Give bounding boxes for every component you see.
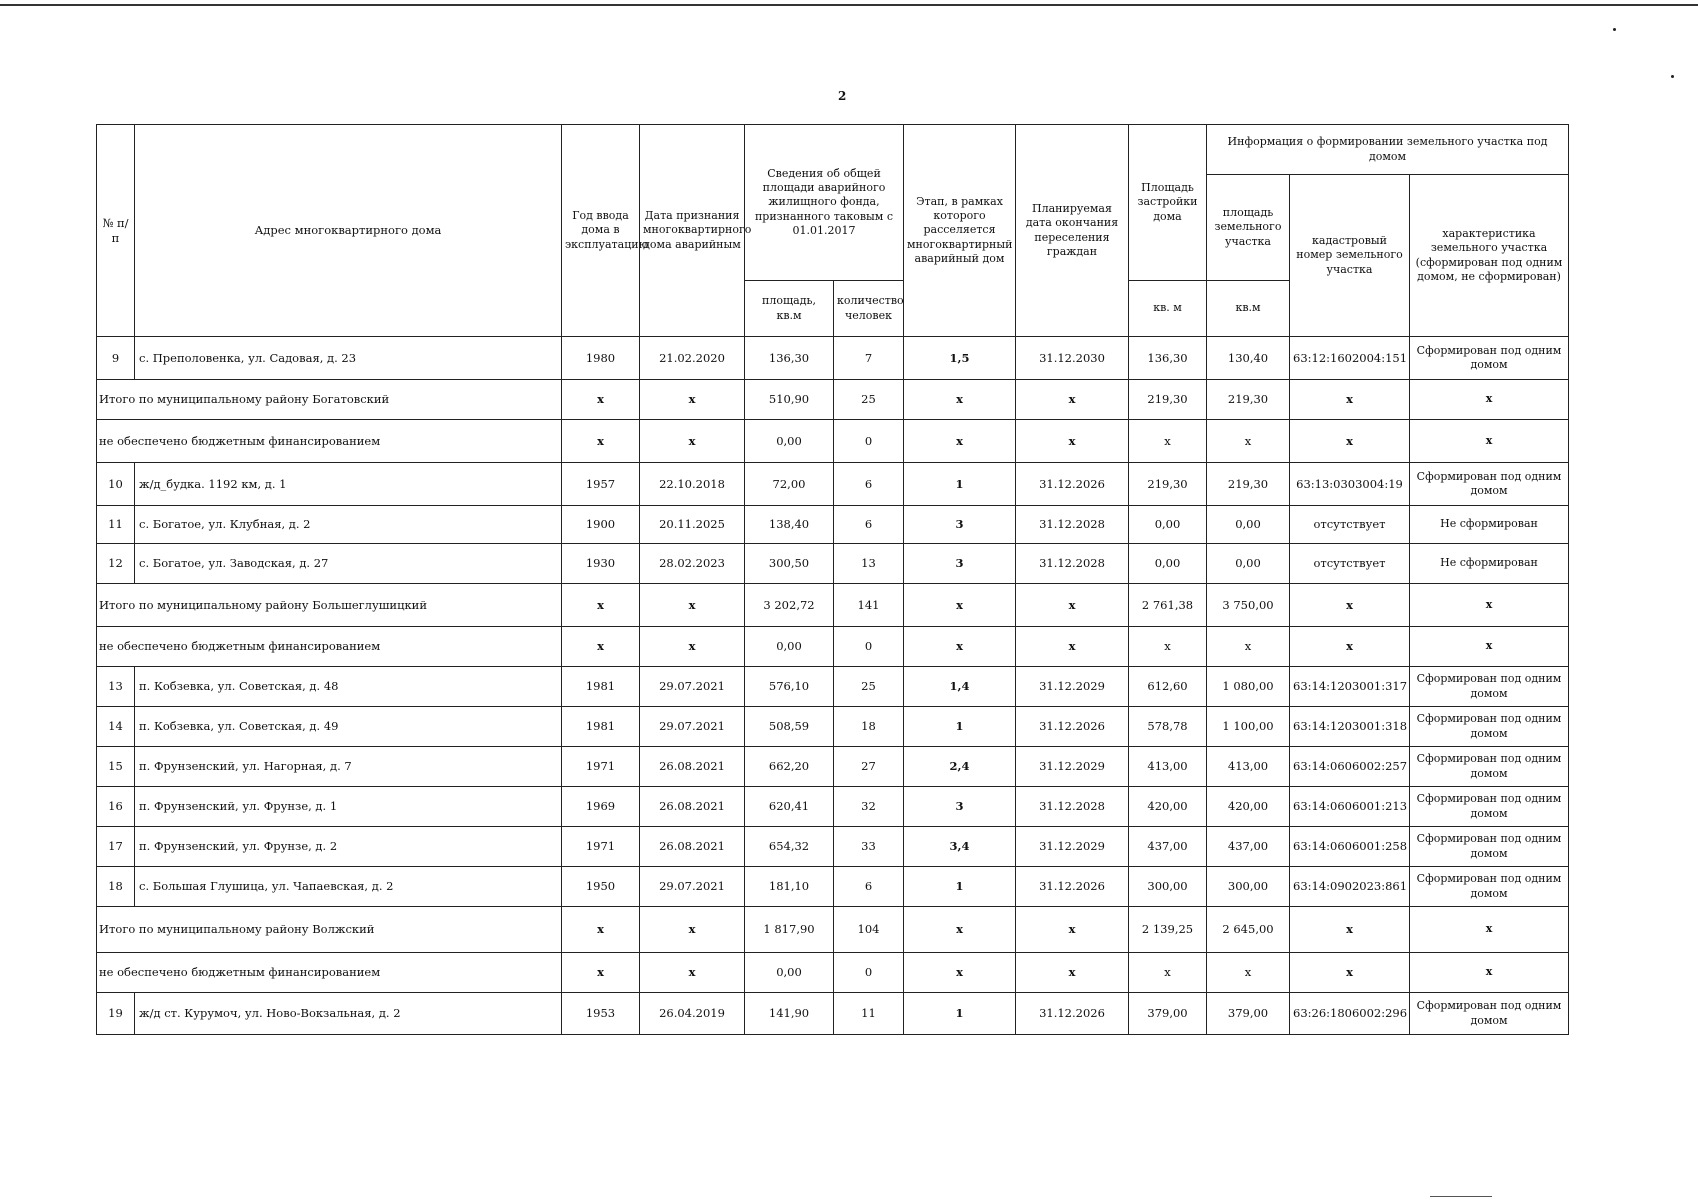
year-cell: 1900 xyxy=(562,506,640,544)
year-cell: 1930 xyxy=(562,544,640,584)
planned-date-cell: 31.12.2026 xyxy=(1016,707,1129,747)
building-area-cell: 0,00 xyxy=(1129,506,1207,544)
status-cell: x xyxy=(1410,953,1569,993)
land-area-cell: 130,40 xyxy=(1207,337,1290,380)
status-cell: Сформирован под одним домом xyxy=(1410,867,1569,907)
land-area-cell: 2 645,00 xyxy=(1207,907,1290,953)
cadastral-cell: x xyxy=(1290,380,1410,420)
building-area-cell: x xyxy=(1129,420,1207,463)
building-area-cell: 413,00 xyxy=(1129,747,1207,787)
planned-date-cell: 31.12.2026 xyxy=(1016,993,1129,1035)
header-people-sub: количество человек xyxy=(834,281,904,337)
cadastral-cell: отсутствует xyxy=(1290,506,1410,544)
date-cell: 28.02.2023 xyxy=(640,544,745,584)
cadastral-cell: 63:13:0303004:19 xyxy=(1290,463,1410,506)
top-border-line xyxy=(0,4,1698,6)
people-cell: 104 xyxy=(834,907,904,953)
date-cell: x xyxy=(640,420,745,463)
building-area-cell: 578,78 xyxy=(1129,707,1207,747)
year-cell: 1981 xyxy=(562,667,640,707)
status-cell: Сформирован под одним домом xyxy=(1410,747,1569,787)
area-cell: 0,00 xyxy=(745,953,834,993)
address-cell: п. Фрунзенский, ул. Нагорная, д. 7 xyxy=(135,747,562,787)
stage-cell: 1,4 xyxy=(904,667,1016,707)
status-cell: x xyxy=(1410,380,1569,420)
row-number: 19 xyxy=(97,993,135,1035)
cadastral-cell: отсутствует xyxy=(1290,544,1410,584)
date-cell: 29.07.2021 xyxy=(640,707,745,747)
summary-label: Итого по муниципальному району Большеглушицкий xyxy=(97,584,562,627)
table-row xyxy=(97,463,1569,506)
header-building-area: Площадь застройки дома xyxy=(1129,125,1207,281)
table-row xyxy=(97,506,1569,544)
stage-cell: x xyxy=(904,953,1016,993)
cadastral-cell: 63:14:0606002:257 xyxy=(1290,747,1410,787)
date-cell: x xyxy=(640,380,745,420)
date-cell: 26.04.2019 xyxy=(640,993,745,1035)
date-cell: 26.08.2021 xyxy=(640,787,745,827)
date-cell: x xyxy=(640,907,745,953)
building-area-cell: 437,00 xyxy=(1129,827,1207,867)
stage-cell: 3,4 xyxy=(904,827,1016,867)
header-area-info: Сведения об общей площади аварийного жилищного фонда, признанного таковым с 01.01.2017 xyxy=(745,125,904,281)
people-cell: 13 xyxy=(834,544,904,584)
stage-cell: 1 xyxy=(904,463,1016,506)
header-address: Адрес многоквартирного дома xyxy=(135,125,562,337)
people-cell: 11 xyxy=(834,993,904,1035)
planned-date-cell: x xyxy=(1016,380,1129,420)
date-cell: x xyxy=(640,953,745,993)
address-cell: с. Богатое, ул. Заводская, д. 27 xyxy=(135,544,562,584)
stage-cell: 1 xyxy=(904,993,1016,1035)
area-cell: 576,10 xyxy=(745,667,834,707)
year-cell: 1981 xyxy=(562,707,640,747)
area-cell: 0,00 xyxy=(745,420,834,463)
year-cell: 1971 xyxy=(562,747,640,787)
building-area-cell: 379,00 xyxy=(1129,993,1207,1035)
area-cell: 138,40 xyxy=(745,506,834,544)
table-row xyxy=(97,707,1569,747)
stage-cell: 3 xyxy=(904,544,1016,584)
address-cell: ж/д_будка. 1192 км, д. 1 xyxy=(135,463,562,506)
building-area-cell: 420,00 xyxy=(1129,787,1207,827)
people-cell: 6 xyxy=(834,463,904,506)
area-cell: 0,00 xyxy=(745,627,834,667)
summary-label: Итого по муниципальному району Богатовский xyxy=(97,380,562,420)
row-number: 17 xyxy=(97,827,135,867)
building-area-cell: x xyxy=(1129,627,1207,667)
building-area-cell: 219,30 xyxy=(1129,463,1207,506)
area-cell: 72,00 xyxy=(745,463,834,506)
land-area-cell: 1 100,00 xyxy=(1207,707,1290,747)
header-year: Год ввода дома в эксплуатацию xyxy=(562,125,640,337)
area-cell: 3 202,72 xyxy=(745,584,834,627)
planned-date-cell: 31.12.2028 xyxy=(1016,544,1129,584)
area-cell: 662,20 xyxy=(745,747,834,787)
header-num: № п/п xyxy=(97,125,135,337)
row-number: 18 xyxy=(97,867,135,907)
stage-cell: 1,5 xyxy=(904,337,1016,380)
date-cell: 26.08.2021 xyxy=(640,747,745,787)
land-area-cell: 3 750,00 xyxy=(1207,584,1290,627)
status-cell: x xyxy=(1410,907,1569,953)
year-cell: 1980 xyxy=(562,337,640,380)
header-recognition-date: Дата признания многоквартирного дома аварийным xyxy=(640,125,745,337)
summary-row xyxy=(97,627,1569,667)
date-cell: 29.07.2021 xyxy=(640,667,745,707)
building-area-cell: 300,00 xyxy=(1129,867,1207,907)
address-cell: п. Кобзевка, ул. Советская, д. 49 xyxy=(135,707,562,747)
table-row xyxy=(97,337,1569,380)
land-area-cell: 420,00 xyxy=(1207,787,1290,827)
land-area-cell: 0,00 xyxy=(1207,506,1290,544)
summary-row xyxy=(97,584,1569,627)
emergency-housing-table xyxy=(96,124,1569,1035)
summary-row xyxy=(97,380,1569,420)
planned-date-cell: 31.12.2029 xyxy=(1016,747,1129,787)
address-cell: п. Фрунзенский, ул. Фрунзе, д. 2 xyxy=(135,827,562,867)
cadastral-cell: 63:14:0606001:258 xyxy=(1290,827,1410,867)
row-number: 9 xyxy=(97,337,135,380)
header-characteristic: характеристика земельного участка (сформирован под одним домом, не сформирован) xyxy=(1410,175,1569,337)
date-cell: x xyxy=(640,584,745,627)
land-area-cell: 379,00 xyxy=(1207,993,1290,1035)
building-area-cell: 2 761,38 xyxy=(1129,584,1207,627)
summary-label: Итого по муниципальному району Волжский xyxy=(97,907,562,953)
cadastral-cell: x xyxy=(1290,420,1410,463)
address-cell: ж/д ст. Курумоч, ул. Ново-Вокзальная, д. 2 xyxy=(135,993,562,1035)
planned-date-cell: x xyxy=(1016,627,1129,667)
header-land-info: Информация о формировании земельного участка под домом xyxy=(1207,125,1569,175)
year-cell: 1969 xyxy=(562,787,640,827)
planned-date-cell: x xyxy=(1016,953,1129,993)
table-row xyxy=(97,787,1569,827)
header-planned-date: Планируемая дата окончания переселения граждан xyxy=(1016,125,1129,337)
row-number: 15 xyxy=(97,747,135,787)
summary-label: не обеспечено бюджетным финансированием xyxy=(97,953,562,993)
status-cell: Сформирован под одним домом xyxy=(1410,993,1569,1035)
stage-cell: 3 xyxy=(904,787,1016,827)
people-cell: 6 xyxy=(834,506,904,544)
land-area-cell: x xyxy=(1207,627,1290,667)
area-cell: 510,90 xyxy=(745,380,834,420)
table-row xyxy=(97,667,1569,707)
date-cell: x xyxy=(640,627,745,667)
building-area-cell: x xyxy=(1129,953,1207,993)
table-row xyxy=(97,747,1569,787)
row-number: 12 xyxy=(97,544,135,584)
header-area-sub: площадь, кв.м xyxy=(745,281,834,337)
stage-cell: 3 xyxy=(904,506,1016,544)
date-cell: 21.02.2020 xyxy=(640,337,745,380)
date-cell: 22.10.2018 xyxy=(640,463,745,506)
summary-label: не обеспечено бюджетным финансированием xyxy=(97,420,562,463)
date-cell: 20.11.2025 xyxy=(640,506,745,544)
table-row xyxy=(97,993,1569,1035)
cadastral-cell: 63:12:1602004:151 xyxy=(1290,337,1410,380)
planned-date-cell: 31.12.2026 xyxy=(1016,867,1129,907)
row-number: 11 xyxy=(97,506,135,544)
status-cell: x xyxy=(1410,420,1569,463)
land-area-cell: x xyxy=(1207,420,1290,463)
planned-date-cell: x xyxy=(1016,907,1129,953)
stage-cell: x xyxy=(904,907,1016,953)
table-row xyxy=(97,867,1569,907)
cadastral-cell: 63:14:1203001:317 xyxy=(1290,667,1410,707)
cadastral-cell: 63:14:0606001:213 xyxy=(1290,787,1410,827)
date-cell: 29.07.2021 xyxy=(640,867,745,907)
people-cell: 27 xyxy=(834,747,904,787)
planned-date-cell: 31.12.2029 xyxy=(1016,827,1129,867)
stage-cell: 1 xyxy=(904,707,1016,747)
summary-row xyxy=(97,420,1569,463)
header-stage: Этап, в рамках которого расселяется многоквартирный аварийный дом xyxy=(904,125,1016,337)
planned-date-cell: 31.12.2028 xyxy=(1016,506,1129,544)
people-cell: 0 xyxy=(834,627,904,667)
building-area-cell: 0,00 xyxy=(1129,544,1207,584)
row-number: 10 xyxy=(97,463,135,506)
status-cell: Сформирован под одним домом xyxy=(1410,707,1569,747)
year-cell: x xyxy=(562,420,640,463)
status-cell: Сформирован под одним домом xyxy=(1410,337,1569,380)
people-cell: 25 xyxy=(834,667,904,707)
year-cell: 1950 xyxy=(562,867,640,907)
people-cell: 141 xyxy=(834,584,904,627)
cadastral-cell: x xyxy=(1290,627,1410,667)
building-area-cell: 612,60 xyxy=(1129,667,1207,707)
year-cell: x xyxy=(562,380,640,420)
scan-speck xyxy=(1671,75,1674,78)
people-cell: 33 xyxy=(834,827,904,867)
land-area-cell: 300,00 xyxy=(1207,867,1290,907)
table-row xyxy=(97,827,1569,867)
planned-date-cell: 31.12.2029 xyxy=(1016,667,1129,707)
people-cell: 18 xyxy=(834,707,904,747)
area-cell: 300,50 xyxy=(745,544,834,584)
land-area-cell: x xyxy=(1207,953,1290,993)
status-cell: x xyxy=(1410,627,1569,667)
header-land-area-unit: кв.м xyxy=(1207,281,1290,337)
summary-row xyxy=(97,907,1569,953)
planned-date-cell: 31.12.2026 xyxy=(1016,463,1129,506)
cadastral-cell: x xyxy=(1290,584,1410,627)
year-cell: 1957 xyxy=(562,463,640,506)
planned-date-cell: 31.12.2028 xyxy=(1016,787,1129,827)
row-number: 14 xyxy=(97,707,135,747)
bottom-line xyxy=(1430,1196,1492,1197)
cadastral-cell: 63:14:1203001:318 xyxy=(1290,707,1410,747)
cadastral-cell: 63:26:1806002:296 xyxy=(1290,993,1410,1035)
people-cell: 7 xyxy=(834,337,904,380)
area-cell: 1 817,90 xyxy=(745,907,834,953)
table-body xyxy=(97,337,1569,1035)
area-cell: 654,32 xyxy=(745,827,834,867)
table-row xyxy=(97,544,1569,584)
area-cell: 620,41 xyxy=(745,787,834,827)
stage-cell: 2,4 xyxy=(904,747,1016,787)
stage-cell: 1 xyxy=(904,867,1016,907)
area-cell: 141,90 xyxy=(745,993,834,1035)
status-cell: Сформирован под одним домом xyxy=(1410,787,1569,827)
date-cell: 26.08.2021 xyxy=(640,827,745,867)
address-cell: с. Преполовенка, ул. Садовая, д. 23 xyxy=(135,337,562,380)
people-cell: 32 xyxy=(834,787,904,827)
header-cadastral: кадастровый номер земельного участка xyxy=(1290,175,1410,337)
status-cell: Не сформирован xyxy=(1410,544,1569,584)
summary-row xyxy=(97,953,1569,993)
year-cell: x xyxy=(562,953,640,993)
address-cell: с. Богатое, ул. Клубная, д. 2 xyxy=(135,506,562,544)
planned-date-cell: 31.12.2030 xyxy=(1016,337,1129,380)
building-area-cell: 136,30 xyxy=(1129,337,1207,380)
area-cell: 508,59 xyxy=(745,707,834,747)
people-cell: 0 xyxy=(834,420,904,463)
address-cell: п. Фрунзенский, ул. Фрунзе, д. 1 xyxy=(135,787,562,827)
building-area-cell: 2 139,25 xyxy=(1129,907,1207,953)
land-area-cell: 437,00 xyxy=(1207,827,1290,867)
header-building-area-unit: кв. м xyxy=(1129,281,1207,337)
summary-label: не обеспечено бюджетным финансированием xyxy=(97,627,562,667)
year-cell: 1971 xyxy=(562,827,640,867)
status-cell: x xyxy=(1410,584,1569,627)
status-cell: Сформирован под одним домом xyxy=(1410,667,1569,707)
stage-cell: x xyxy=(904,627,1016,667)
status-cell: Не сформирован xyxy=(1410,506,1569,544)
page-number: 2 xyxy=(838,89,847,103)
stage-cell: x xyxy=(904,584,1016,627)
cadastral-cell: x xyxy=(1290,907,1410,953)
year-cell: x xyxy=(562,584,640,627)
planned-date-cell: x xyxy=(1016,420,1129,463)
planned-date-cell: x xyxy=(1016,584,1129,627)
stage-cell: x xyxy=(904,380,1016,420)
year-cell: 1953 xyxy=(562,993,640,1035)
people-cell: 0 xyxy=(834,953,904,993)
land-area-cell: 219,30 xyxy=(1207,463,1290,506)
address-cell: с. Большая Глушица, ул. Чапаевская, д. 2 xyxy=(135,867,562,907)
building-area-cell: 219,30 xyxy=(1129,380,1207,420)
stage-cell: x xyxy=(904,420,1016,463)
year-cell: x xyxy=(562,627,640,667)
area-cell: 181,10 xyxy=(745,867,834,907)
people-cell: 25 xyxy=(834,380,904,420)
header-land-area: площадь земельного участка xyxy=(1207,175,1290,281)
land-area-cell: 219,30 xyxy=(1207,380,1290,420)
scan-speck xyxy=(1613,28,1616,31)
address-cell: п. Кобзевка, ул. Советская, д. 48 xyxy=(135,667,562,707)
status-cell: Сформирован под одним домом xyxy=(1410,827,1569,867)
cadastral-cell: 63:14:0902023:861 xyxy=(1290,867,1410,907)
land-area-cell: 1 080,00 xyxy=(1207,667,1290,707)
row-number: 16 xyxy=(97,787,135,827)
year-cell: x xyxy=(562,907,640,953)
status-cell: Сформирован под одним домом xyxy=(1410,463,1569,506)
area-cell: 136,30 xyxy=(745,337,834,380)
row-number: 13 xyxy=(97,667,135,707)
land-area-cell: 413,00 xyxy=(1207,747,1290,787)
people-cell: 6 xyxy=(834,867,904,907)
land-area-cell: 0,00 xyxy=(1207,544,1290,584)
cadastral-cell: x xyxy=(1290,953,1410,993)
